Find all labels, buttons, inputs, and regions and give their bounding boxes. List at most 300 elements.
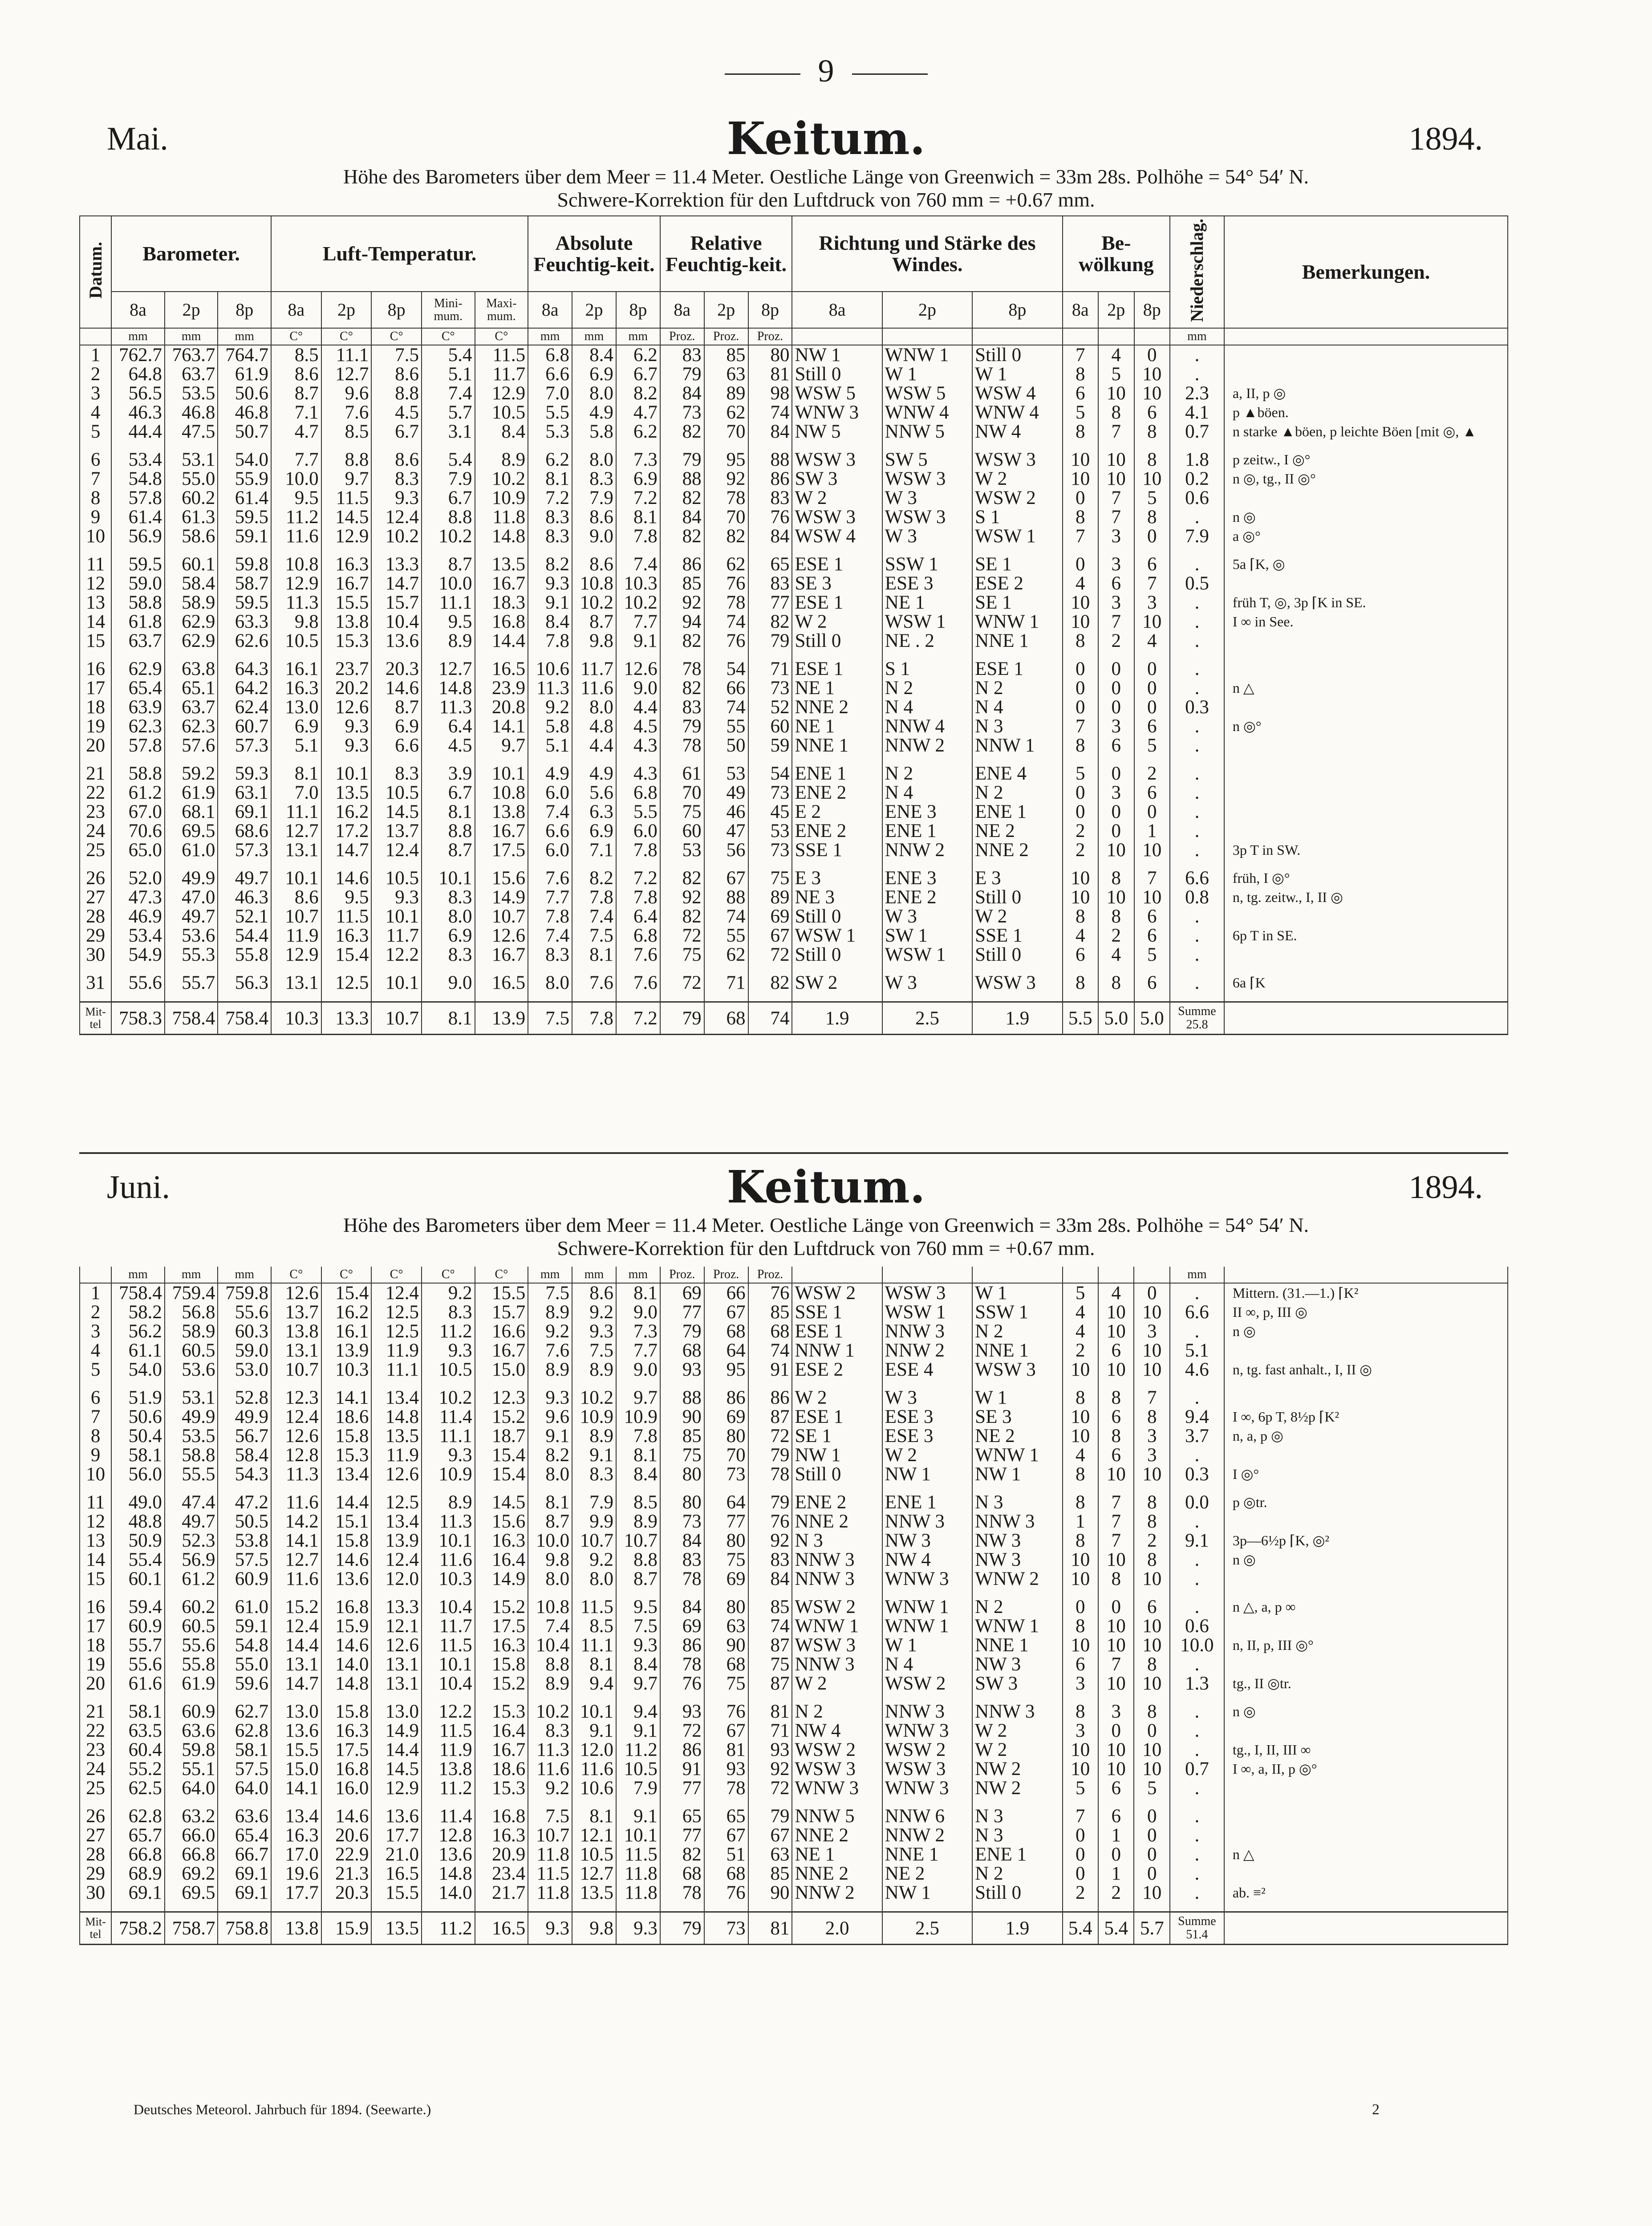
data-cell: SW 3 bbox=[972, 1674, 1062, 1693]
data-cell: 10.8 bbox=[271, 555, 321, 574]
data-cell: W 3 bbox=[882, 907, 972, 926]
data-cell: 66.0 bbox=[165, 1826, 218, 1845]
data-cell: SSW 1 bbox=[972, 1303, 1062, 1322]
day-cell: 22 bbox=[80, 783, 111, 802]
data-cell: 12.4 bbox=[371, 1283, 422, 1303]
remark-cell: a ◎° bbox=[1224, 527, 1508, 546]
data-cell: 15.9 bbox=[321, 1617, 372, 1636]
data-cell: 69 bbox=[704, 1569, 748, 1588]
data-cell: 14.0 bbox=[321, 1655, 372, 1674]
data-cell: NNW 3 bbox=[792, 1655, 882, 1674]
data-cell: 7 bbox=[1098, 1655, 1134, 1674]
data-cell: 10.7 bbox=[271, 1360, 321, 1379]
data-cell: 14.2 bbox=[271, 1512, 321, 1531]
unit-label bbox=[1063, 1267, 1098, 1283]
data-cell: 9.3 bbox=[371, 888, 422, 907]
sep-cell bbox=[371, 1693, 422, 1702]
data-cell: NNW 1 bbox=[792, 1341, 882, 1360]
data-cell: 88 bbox=[660, 469, 704, 488]
sep-cell bbox=[748, 1484, 792, 1493]
sep-cell bbox=[528, 964, 572, 973]
h-2p: 2p bbox=[572, 292, 616, 328]
data-cell: 65 bbox=[660, 1807, 704, 1826]
data-cell: 7.6 bbox=[572, 973, 616, 992]
data-cell: 60.1 bbox=[111, 1569, 165, 1588]
table-body-juni bbox=[80, 1267, 1508, 1945]
sep-cell bbox=[882, 1484, 972, 1493]
data-cell: 10.3 bbox=[321, 1360, 372, 1379]
data-cell: 54.4 bbox=[218, 926, 271, 945]
data-cell: 79 bbox=[748, 631, 792, 650]
data-cell: 82 bbox=[660, 869, 704, 888]
data-cell: 6.0 bbox=[616, 821, 660, 841]
data-cell: 72 bbox=[660, 926, 704, 945]
data-cell: 82 bbox=[660, 631, 704, 650]
data-cell: 59.0 bbox=[111, 574, 165, 593]
sep-cell bbox=[1170, 860, 1224, 869]
data-cell: 15.2 bbox=[271, 1597, 321, 1617]
data-cell: 6 bbox=[1098, 1446, 1134, 1465]
data-cell: 7.8 bbox=[616, 527, 660, 546]
sep-cell bbox=[218, 1798, 271, 1807]
sep-cell bbox=[1224, 1379, 1508, 1388]
block-separator bbox=[80, 860, 1508, 869]
sep-cell bbox=[1224, 1902, 1508, 1912]
data-cell: 56 bbox=[704, 841, 748, 860]
data-cell: N 4 bbox=[972, 698, 1062, 717]
data-cell: 10 bbox=[1098, 1303, 1134, 1322]
data-cell: 5 bbox=[1063, 403, 1098, 422]
remark-cell bbox=[1224, 1807, 1508, 1826]
data-cell: 13.3 bbox=[371, 1597, 422, 1617]
data-cell: 78 bbox=[660, 736, 704, 755]
sep-cell bbox=[972, 1484, 1062, 1493]
data-cell: 6 bbox=[1134, 1597, 1169, 1617]
data-cell: 9.1 bbox=[616, 1807, 660, 1826]
data-cell: 19.6 bbox=[271, 1864, 321, 1883]
table-row bbox=[80, 555, 1508, 574]
data-cell: 12.8 bbox=[271, 1446, 321, 1465]
data-cell: 55.8 bbox=[165, 1655, 218, 1674]
data-cell: SW 2 bbox=[792, 973, 882, 992]
data-cell: WSW 2 bbox=[882, 1740, 972, 1759]
data-cell: 58.7 bbox=[218, 574, 271, 593]
sep-cell bbox=[111, 650, 165, 659]
remark-cell: n ◎ bbox=[1224, 1322, 1508, 1341]
block-separator bbox=[80, 1379, 1508, 1388]
data-cell: 7.2 bbox=[616, 488, 660, 508]
data-cell: 68 bbox=[748, 1322, 792, 1341]
data-cell: 10.5 bbox=[616, 1759, 660, 1779]
day-cell: 1 bbox=[80, 1283, 111, 1303]
sep-cell bbox=[748, 1588, 792, 1597]
data-cell: 72 bbox=[660, 973, 704, 992]
data-cell: 79 bbox=[660, 1322, 704, 1341]
data-cell: 55.7 bbox=[165, 973, 218, 992]
data-cell: 0 bbox=[1134, 1845, 1169, 1864]
sep-cell bbox=[616, 1484, 660, 1493]
data-cell: . bbox=[1170, 1702, 1224, 1721]
data-cell: 10.2 bbox=[572, 1388, 616, 1407]
data-cell: 49 bbox=[704, 783, 748, 802]
data-cell: ESE 1 bbox=[792, 555, 882, 574]
data-cell: E 3 bbox=[972, 869, 1062, 888]
data-cell: 82 bbox=[660, 1845, 704, 1864]
sep-cell bbox=[792, 860, 882, 869]
data-cell: 58.1 bbox=[111, 1702, 165, 1721]
sep-cell bbox=[1170, 1693, 1224, 1702]
data-cell: 8 bbox=[1098, 973, 1134, 992]
data-cell: 93 bbox=[660, 1702, 704, 1721]
day-cell: 10 bbox=[80, 1465, 111, 1484]
data-cell: 4.5 bbox=[616, 717, 660, 736]
table-row bbox=[80, 717, 1508, 736]
data-cell: 61.2 bbox=[165, 1569, 218, 1588]
data-cell: 84 bbox=[748, 422, 792, 441]
sep-cell bbox=[792, 546, 882, 555]
data-cell: 0 bbox=[1134, 1807, 1169, 1826]
data-cell: ESE 1 bbox=[792, 593, 882, 612]
data-cell: N 3 bbox=[972, 717, 1062, 736]
mean-cell: 16.5 bbox=[475, 1912, 528, 1945]
sep-cell bbox=[528, 441, 572, 450]
data-cell: 5 bbox=[1134, 736, 1170, 755]
data-cell: 59.6 bbox=[218, 1674, 271, 1693]
data-cell: 63.6 bbox=[165, 1721, 218, 1740]
mean-cell: 9.3 bbox=[616, 1912, 660, 1945]
unit-label: Proz. bbox=[748, 1267, 792, 1283]
data-cell: 9.0 bbox=[572, 527, 616, 546]
data-cell: 10 bbox=[1063, 450, 1098, 469]
sep-cell bbox=[1063, 650, 1098, 659]
data-cell: 8 bbox=[1134, 1407, 1169, 1426]
data-cell: 51 bbox=[704, 1845, 748, 1864]
data-cell: NE 2 bbox=[972, 821, 1062, 841]
remark-cell: 6a ⌈K bbox=[1224, 973, 1508, 992]
data-cell: 59.1 bbox=[218, 1617, 271, 1636]
data-cell: 6.7 bbox=[422, 783, 475, 802]
data-cell: 14.6 bbox=[321, 869, 372, 888]
data-cell: 61.0 bbox=[165, 841, 218, 860]
data-cell: 9.0 bbox=[616, 1303, 660, 1322]
data-cell: 0.2 bbox=[1170, 469, 1224, 488]
sep-cell bbox=[321, 1379, 372, 1388]
data-cell: 8.9 bbox=[572, 1360, 616, 1379]
unit-label: C° bbox=[422, 1267, 475, 1283]
data-cell: 68 bbox=[660, 1341, 704, 1360]
unit-label: mm bbox=[1170, 1267, 1224, 1283]
data-cell: 11.3 bbox=[528, 1740, 572, 1759]
data-cell: 80 bbox=[748, 345, 792, 365]
data-cell: 20.2 bbox=[321, 678, 372, 698]
data-cell: 11.2 bbox=[271, 508, 321, 527]
data-cell: 763.7 bbox=[165, 345, 218, 365]
table-row bbox=[80, 1807, 1508, 1826]
data-cell: 10.1 bbox=[321, 764, 372, 783]
day-cell: 7 bbox=[80, 469, 111, 488]
data-cell: 7 bbox=[1098, 422, 1134, 441]
data-cell: 0 bbox=[1098, 802, 1134, 821]
sep-cell bbox=[1134, 1379, 1169, 1388]
sep-cell bbox=[572, 1798, 616, 1807]
remark-cell: ab. ≡² bbox=[1224, 1883, 1508, 1902]
data-cell: . bbox=[1170, 1864, 1224, 1883]
data-cell: 6.2 bbox=[616, 345, 660, 365]
data-cell: 8.9 bbox=[422, 631, 475, 650]
data-cell: 0 bbox=[1098, 764, 1134, 783]
day-cell: 6 bbox=[80, 1388, 111, 1407]
data-cell: 62.9 bbox=[165, 631, 218, 650]
data-cell: 8 bbox=[1134, 1702, 1169, 1721]
data-cell: 14.4 bbox=[321, 1493, 372, 1512]
data-cell: 8.4 bbox=[528, 612, 572, 631]
remark-cell bbox=[1224, 1446, 1508, 1465]
data-cell: 64.3 bbox=[218, 659, 271, 678]
data-cell: 54 bbox=[748, 764, 792, 783]
sep-cell bbox=[704, 1798, 748, 1807]
data-cell: ESE 2 bbox=[972, 574, 1062, 593]
sep-cell bbox=[748, 1693, 792, 1702]
data-cell: 10.6 bbox=[528, 659, 572, 678]
data-cell: 77 bbox=[660, 1826, 704, 1845]
data-cell: 16.2 bbox=[321, 1303, 372, 1322]
day-cell: 2 bbox=[80, 365, 111, 384]
data-cell: 60.9 bbox=[111, 1617, 165, 1636]
data-cell: 16.3 bbox=[475, 1636, 528, 1655]
sep-cell bbox=[1134, 755, 1170, 764]
sep-cell bbox=[704, 1588, 748, 1597]
data-cell: 5.6 bbox=[572, 783, 616, 802]
data-cell: 6.9 bbox=[572, 821, 616, 841]
data-cell: 14.4 bbox=[475, 631, 528, 650]
data-cell: 3.7 bbox=[1170, 1426, 1224, 1446]
data-cell: 84 bbox=[660, 1531, 704, 1550]
data-cell: N 4 bbox=[882, 783, 972, 802]
sep-cell bbox=[1170, 964, 1224, 973]
sep-cell bbox=[792, 441, 882, 450]
data-cell: 5.4 bbox=[422, 450, 475, 469]
data-cell: WNW 1 bbox=[792, 1617, 882, 1636]
day-cell: 9 bbox=[80, 508, 111, 527]
day-cell: 15 bbox=[80, 631, 111, 650]
sep-cell bbox=[704, 992, 748, 1002]
data-cell: 64.0 bbox=[218, 1779, 271, 1798]
table-row bbox=[80, 1407, 1508, 1426]
remark-cell: II ∞, p, III ◎ bbox=[1224, 1303, 1508, 1322]
data-cell: 8.0 bbox=[528, 1569, 572, 1588]
data-cell: 14.0 bbox=[422, 1883, 475, 1902]
data-cell: 8 bbox=[1063, 1493, 1098, 1512]
data-cell: E 3 bbox=[792, 869, 882, 888]
data-cell: NNE 2 bbox=[792, 1512, 882, 1531]
remark-cell bbox=[1224, 659, 1508, 678]
month-title: Mai. bbox=[107, 121, 168, 157]
data-cell: 3 bbox=[1098, 783, 1134, 802]
sep-cell bbox=[972, 755, 1062, 764]
remark-cell: n ◎ bbox=[1224, 1702, 1508, 1721]
data-cell: 7.8 bbox=[528, 907, 572, 926]
data-cell: . bbox=[1170, 612, 1224, 631]
sep-cell bbox=[111, 1693, 165, 1702]
data-cell: 16.7 bbox=[475, 945, 528, 964]
data-cell: 7 bbox=[1098, 612, 1134, 631]
data-cell: 6 bbox=[1134, 907, 1170, 926]
data-cell: 11.9 bbox=[371, 1446, 422, 1465]
data-cell: 1 bbox=[1063, 1512, 1098, 1531]
data-cell: 11.3 bbox=[422, 698, 475, 717]
remark-cell bbox=[1224, 1388, 1508, 1407]
data-cell: . bbox=[1170, 802, 1224, 821]
data-cell: Still 0 bbox=[972, 345, 1062, 365]
col-bewoelkung: Be-wölkung bbox=[1063, 216, 1170, 292]
sep-cell bbox=[80, 755, 111, 764]
data-cell: 5.1 bbox=[1170, 1341, 1224, 1360]
sep-cell bbox=[704, 755, 748, 764]
remark-cell: n ◎° bbox=[1224, 717, 1508, 736]
data-cell: 11.3 bbox=[422, 1512, 475, 1531]
table-row bbox=[80, 1759, 1508, 1779]
remark-cell bbox=[1224, 1912, 1508, 1945]
data-cell: 8.3 bbox=[528, 945, 572, 964]
remark-cell bbox=[1224, 345, 1508, 365]
sep-cell bbox=[165, 1379, 218, 1388]
data-cell: 60.5 bbox=[165, 1341, 218, 1360]
table-row bbox=[80, 659, 1508, 678]
sep-cell bbox=[616, 755, 660, 764]
data-cell: 4.7 bbox=[271, 422, 321, 441]
data-cell: 0 bbox=[1063, 1845, 1098, 1864]
data-cell: 83 bbox=[748, 574, 792, 593]
data-cell: 14.5 bbox=[475, 1493, 528, 1512]
data-cell: 6 bbox=[1063, 945, 1098, 964]
sep-cell bbox=[792, 1798, 882, 1807]
sep-cell bbox=[1224, 755, 1508, 764]
data-cell: 7.7 bbox=[616, 612, 660, 631]
day-cell: 15 bbox=[80, 1569, 111, 1588]
data-cell: SW 3 bbox=[792, 469, 882, 488]
data-cell: 62.5 bbox=[111, 1779, 165, 1798]
data-cell: 72 bbox=[660, 1721, 704, 1740]
table-row bbox=[80, 764, 1508, 783]
data-cell: 14.5 bbox=[321, 508, 372, 527]
data-cell: 78 bbox=[660, 1883, 704, 1902]
data-cell: 93 bbox=[748, 1740, 792, 1759]
data-cell: 0.7 bbox=[1170, 1759, 1224, 1779]
data-cell: 7.0 bbox=[271, 783, 321, 802]
data-cell: 10.1 bbox=[422, 1655, 475, 1674]
data-cell: 7.5 bbox=[572, 926, 616, 945]
sep-cell bbox=[80, 650, 111, 659]
data-cell: WSW 3 bbox=[792, 508, 882, 527]
sep-cell bbox=[792, 650, 882, 659]
data-cell: 13.4 bbox=[271, 1807, 321, 1826]
data-cell: 90 bbox=[704, 1636, 748, 1655]
data-cell: 5 bbox=[1134, 488, 1170, 508]
data-cell: 20.3 bbox=[371, 659, 422, 678]
data-cell: WNW 1 bbox=[972, 1617, 1062, 1636]
data-cell: 8.3 bbox=[528, 508, 572, 527]
day-cell: 19 bbox=[80, 717, 111, 736]
data-cell: . bbox=[1170, 1845, 1224, 1864]
data-cell: 7.4 bbox=[528, 926, 572, 945]
data-cell: 0 bbox=[1063, 678, 1098, 698]
data-cell: 90 bbox=[748, 1883, 792, 1902]
data-cell: 50.7 bbox=[218, 422, 271, 441]
sep-cell bbox=[321, 1588, 372, 1597]
data-cell: 53 bbox=[704, 764, 748, 783]
data-cell: 8.7 bbox=[422, 841, 475, 860]
data-cell: . bbox=[1170, 764, 1224, 783]
data-cell: . bbox=[1170, 717, 1224, 736]
data-cell: 2 bbox=[1063, 1883, 1098, 1902]
data-cell: . bbox=[1170, 1512, 1224, 1531]
data-cell: . bbox=[1170, 555, 1224, 574]
data-cell: 11.7 bbox=[371, 926, 422, 945]
data-cell: 8 bbox=[1063, 973, 1098, 992]
data-cell: 16.8 bbox=[321, 1597, 372, 1617]
data-cell: 82 bbox=[660, 488, 704, 508]
data-cell: 16.3 bbox=[475, 1531, 528, 1550]
data-cell: 85 bbox=[660, 1426, 704, 1446]
data-cell: 8 bbox=[1134, 422, 1170, 441]
data-cell: 8.3 bbox=[422, 1303, 475, 1322]
data-cell: 85 bbox=[748, 1597, 792, 1617]
sep-cell bbox=[111, 1484, 165, 1493]
data-cell: 0 bbox=[1134, 678, 1170, 698]
data-cell: 55.6 bbox=[111, 973, 165, 992]
data-cell: ENE 1 bbox=[882, 821, 972, 841]
sep-cell bbox=[271, 1798, 321, 1807]
data-cell: 60.1 bbox=[165, 555, 218, 574]
sep-cell bbox=[1134, 1798, 1169, 1807]
h-8a: 8a bbox=[271, 292, 321, 328]
data-cell: 63.7 bbox=[165, 365, 218, 384]
data-cell: 14.5 bbox=[371, 802, 422, 821]
day-cell: 13 bbox=[80, 1531, 111, 1550]
data-cell: . bbox=[1170, 1569, 1224, 1588]
data-cell: 8.7 bbox=[572, 612, 616, 631]
data-cell: 13.5 bbox=[572, 1883, 616, 1902]
sep-cell bbox=[572, 1902, 616, 1912]
sep-cell bbox=[165, 650, 218, 659]
data-cell: 20.8 bbox=[475, 698, 528, 717]
sep-cell bbox=[371, 964, 422, 973]
data-cell: 61.0 bbox=[218, 1597, 271, 1617]
data-cell: 7 bbox=[1063, 527, 1098, 546]
data-cell: 6 bbox=[1134, 973, 1170, 992]
mean-cell: 9.3 bbox=[528, 1912, 572, 1945]
unit-label bbox=[1134, 1267, 1169, 1283]
data-cell: 10 bbox=[1134, 1617, 1169, 1636]
sep-cell bbox=[972, 1902, 1062, 1912]
data-cell: 15.3 bbox=[321, 1446, 372, 1465]
day-cell: 4 bbox=[80, 403, 111, 422]
data-cell: 55.7 bbox=[111, 1636, 165, 1655]
sep-cell bbox=[704, 964, 748, 973]
data-cell: 14.9 bbox=[371, 1721, 422, 1740]
data-cell: 12.9 bbox=[271, 945, 321, 964]
data-cell: 2 bbox=[1098, 926, 1134, 945]
data-cell: 7.8 bbox=[616, 1426, 660, 1446]
data-cell: ESE 2 bbox=[792, 1360, 882, 1379]
table-row bbox=[80, 1702, 1508, 1721]
remark-cell bbox=[1224, 764, 1508, 783]
data-cell: 13.1 bbox=[371, 1674, 422, 1693]
data-cell: 0 bbox=[1134, 1826, 1169, 1845]
h-2p: 2p bbox=[704, 292, 748, 328]
data-cell: 6.7 bbox=[616, 365, 660, 384]
sep-cell bbox=[748, 650, 792, 659]
